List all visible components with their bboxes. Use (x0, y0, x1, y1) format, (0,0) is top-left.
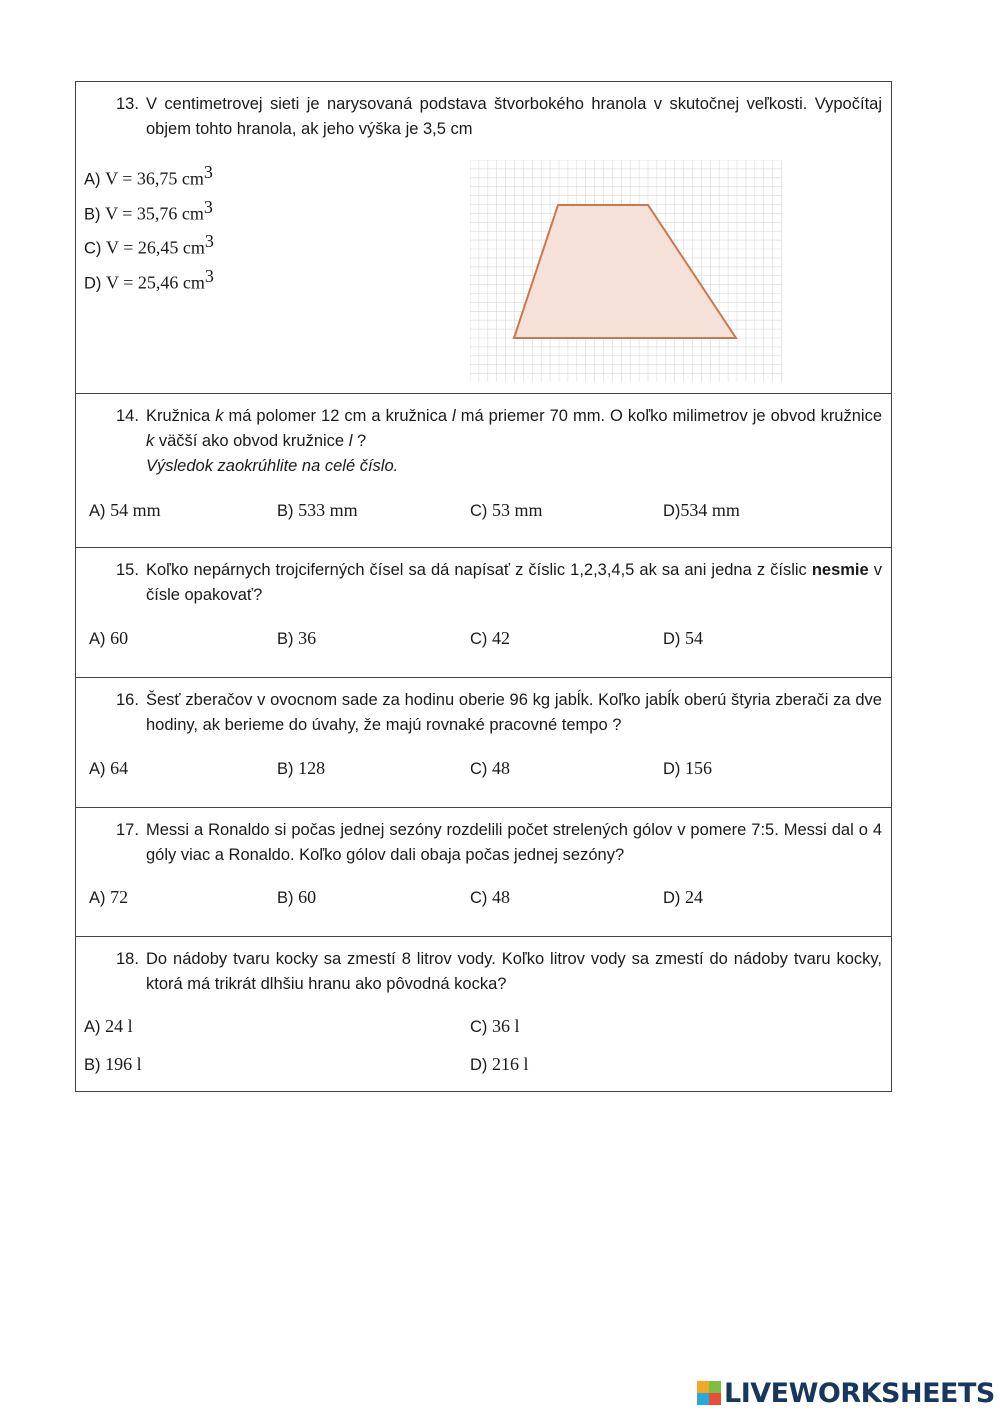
option-a[interactable]: A) 54 mm (89, 500, 161, 520)
option-b[interactable]: B) 128 (277, 758, 326, 778)
question-14 (76, 394, 891, 548)
option-d[interactable]: D) 54 (663, 628, 704, 648)
option-b[interactable]: B) 60 (277, 887, 317, 907)
question-number: 17. (116, 821, 139, 839)
option-c[interactable]: C) 53 mm (470, 500, 543, 520)
option-c[interactable]: C) 36 l (470, 1016, 520, 1036)
question-13 (76, 82, 891, 394)
option-d[interactable]: D)534 mm (663, 500, 740, 520)
option-a[interactable]: A) 72 (89, 887, 129, 907)
option-a[interactable]: A) 24 l (84, 1016, 133, 1036)
option-d[interactable]: D) V = 25,46 $cm^3$ (84, 266, 214, 293)
question-16 (76, 678, 891, 808)
trapezoid-base (514, 205, 736, 338)
option-c[interactable]: C) 48 (470, 887, 511, 907)
question-number: 14. (116, 407, 139, 425)
option-a[interactable]: A) V = 36,75 $cm^3$ (84, 162, 213, 189)
question-body: Messi a Ronaldo si počas jednej sezóny rozdelili počet strelených gólov v pomere 7:5. Messi dal o 4 góly viac a Ronaldo. Koľko gólov dali obaja počas jednej sezóny? (146, 821, 882, 864)
option-b[interactable]: B) V = 35,76 $cm^3$ (84, 197, 213, 224)
question-text (116, 818, 882, 868)
option-c[interactable]: C) V = 26,45 $cm^3$ (84, 231, 214, 258)
liveworksheets-logo[interactable] (697, 1378, 995, 1408)
option-b[interactable]: B) 196 l (84, 1054, 142, 1074)
question-number: 16. (116, 691, 139, 709)
option-a[interactable]: A) 64 (89, 758, 129, 778)
option-b[interactable]: B) 36 (277, 628, 317, 648)
question-body: Koľko nepárnych trojciferných čísel sa dá napísať z číslic 1,2,3,4,5 ak sa ani jedna z číslic nesmie v čísle opakovať? (146, 561, 882, 604)
option-a[interactable]: A) 60 (89, 628, 129, 648)
option-d[interactable]: D) 24 (663, 887, 704, 907)
question-text (116, 404, 882, 479)
question-text (116, 688, 882, 738)
question-text (116, 558, 882, 608)
worksheet (75, 81, 892, 1092)
question-body: Do nádoby tvaru kocky sa zmestí 8 litrov vody. Koľko litrov vody sa zmestí do nádoby tvaru kocky, ktorá má trikrát dlhšiu hranu ako pôvodná kocka? (146, 950, 882, 993)
question-15 (76, 548, 891, 678)
option-c[interactable]: C) 42 (470, 628, 511, 648)
question-number: 13. (116, 95, 139, 113)
option-d[interactable]: D) 216 l (470, 1054, 529, 1074)
logo-icon (697, 1381, 721, 1405)
question-body: Kružnica k má polomer 12 cm a kružnica l má priemer 70 mm. O koľko milimetrov je obvod kružnice k väčší ako obvod kružnice l ? Výsledok zaokrúhlite na celé číslo. (146, 407, 883, 475)
question-text (116, 92, 882, 142)
question-body: V centimetrovej sieti je narysovaná podstava štvorbokého hranola v skutočnej veľkosti. Vypočítaj objem tohto hranola, ak jeho výška je 3,5 cm (146, 95, 882, 138)
grid-svg (470, 160, 782, 382)
question-number: 15. (116, 561, 139, 579)
question-body: Šesť zberačov v ovocnom sade za hodinu oberie 96 kg jabĺk. Koľko jabĺk oberú štyria zberači za dve hodiny, ak berieme do úvahy, že majú rovnaké pracovné tempo ? (146, 691, 882, 734)
option-c[interactable]: C) 48 (470, 758, 511, 778)
question-number: 18. (116, 950, 139, 968)
question-18 (76, 937, 891, 1091)
option-b[interactable]: B) 533 mm (277, 500, 358, 520)
hint-text: Výsledok zaokrúhlite na celé číslo. (146, 457, 399, 475)
question-text (116, 947, 882, 997)
brand-name: LIVEWORKSHEETS (724, 1377, 995, 1409)
option-d[interactable]: D) 156 (663, 758, 713, 778)
trapezoid-figure (470, 160, 782, 382)
question-17 (76, 808, 891, 937)
